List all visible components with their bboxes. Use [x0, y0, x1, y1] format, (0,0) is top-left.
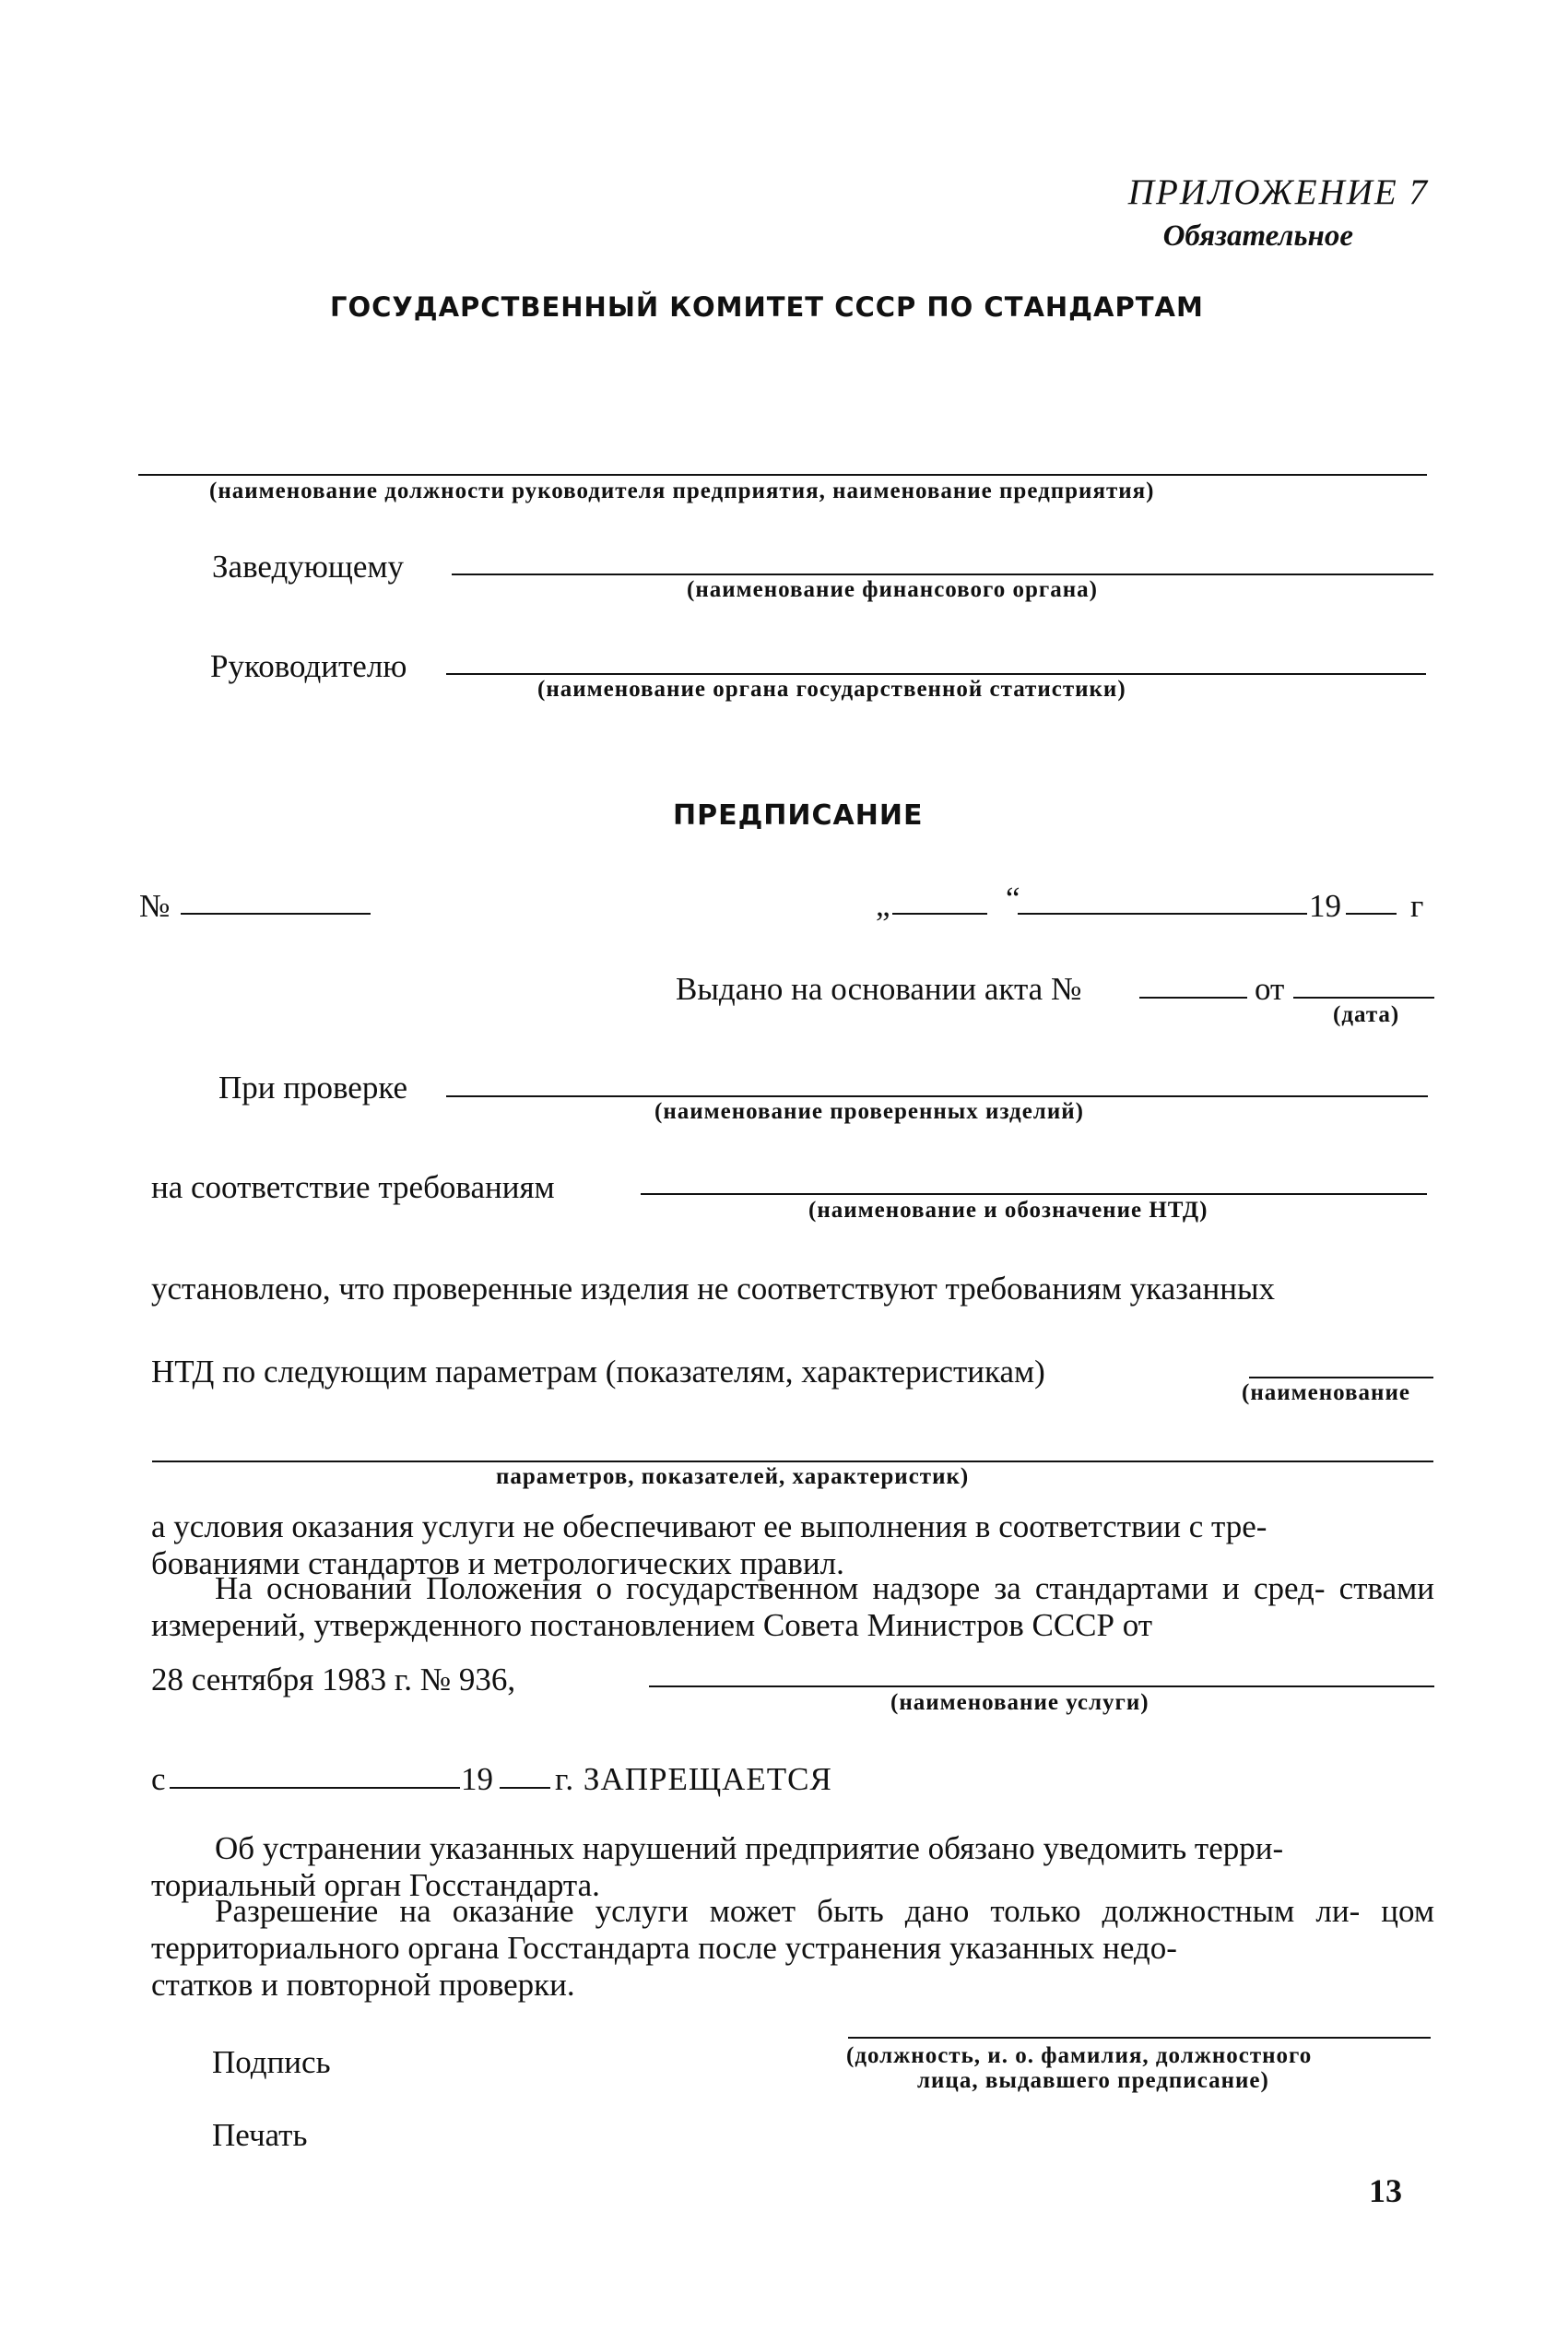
conditions-last: бованиями стандартов и метрологических правил. [151, 1545, 844, 1581]
statistics-caption: (наименование органа государственной статистики) [537, 677, 1126, 702]
conditions-main: а условия оказания услуги не обеспечивают ее выполнения в соответствии с тре- [151, 1508, 1267, 1544]
prohibit-prefix: с [151, 1761, 166, 1797]
month-line [1018, 913, 1307, 915]
seal-label: Печать [212, 2117, 308, 2153]
act-number-line [1139, 997, 1247, 999]
service-line [649, 1685, 1434, 1687]
committee-heading: ГОСУДАРСТВЕННЫЙ КОМИТЕТ СССР ПО СТАНДАРТАМ [330, 291, 1204, 323]
signature-label: Подпись [212, 2044, 331, 2080]
prohibit-year-line [500, 1787, 550, 1789]
document-title: ПРЕДПИСАНИЕ [673, 799, 924, 832]
chief-label: Руководителю [210, 648, 407, 684]
basis-paragraph [151, 1570, 1434, 1644]
products-line [446, 1095, 1428, 1097]
inspection-label: При проверке [218, 1070, 408, 1106]
statistics-line [446, 673, 1426, 675]
prohibit-text: г. ЗАПРЕЩАЕТСЯ [555, 1761, 832, 1797]
head-label: Заведующему [212, 549, 405, 585]
enterprise-caption: (наименование должности руководителя предприятия, наименование предприятия) [209, 479, 1155, 503]
params-caption-end: параметров, показателей, характеристик) [496, 1464, 970, 1489]
decree-date: 28 сентября 1983 г. № 936, [151, 1662, 516, 1697]
year-prefix: 19 [1309, 888, 1341, 924]
permit-last: статков и повторной проверки. [151, 1967, 575, 2003]
notify-last: ториальный орган Госстандарта. [151, 1867, 600, 1903]
permit-main: Разрешение на оказание услуги может быть дано только должностным ли- цом территориального органа Госстандарта после устранения указанных недо- [151, 1893, 1434, 1966]
products-caption: (наименование проверенных изделий) [654, 1099, 1084, 1124]
prohibit-date-line [170, 1787, 460, 1789]
ntd-caption: (наименование и обозначение НТД) [808, 1198, 1208, 1223]
quote-open: „ [876, 887, 890, 923]
official-caption-line2: лица, выдавшего предписание) [917, 2068, 1269, 2093]
prohibit-year: 19 [461, 1761, 493, 1797]
params-line-full [152, 1461, 1433, 1462]
finding-line1: установлено, что проверенные изделия не соответствуют требованиям указанных [151, 1271, 1276, 1307]
service-caption: (наименование услуги) [890, 1690, 1149, 1715]
year-suffix: г [1410, 888, 1424, 924]
date-caption: (дата) [1333, 1002, 1400, 1027]
act-issued-text: Выдано на основании акта № [676, 971, 1082, 1007]
compliance-label: на соответствие требованиям [151, 1169, 555, 1205]
finance-caption: (наименование финансового органа) [687, 577, 1098, 602]
appendix-label: ПРИЛОЖЕНИЕ 7 [1127, 172, 1429, 212]
number-line [181, 913, 371, 915]
number-sign: № [139, 888, 171, 924]
finding-line2: НТД по следующим параметрам (показателям, характеристикам) [151, 1354, 1045, 1390]
page-number: 13 [1369, 2172, 1402, 2209]
ntd-line [641, 1193, 1427, 1195]
act-date-line [1293, 997, 1434, 999]
notify-main: Об устранении указанных нарушений предприятие обязано уведомить терри- [215, 1830, 1284, 1866]
signature-line [848, 2037, 1431, 2039]
params-line-short [1249, 1377, 1433, 1378]
official-caption-line1: (должность, и. о. фамилия, должностного [846, 2043, 1313, 2068]
permit-paragraph [151, 1893, 1434, 2004]
params-caption-start: (наименование [1242, 1380, 1410, 1405]
act-from-text: от [1255, 971, 1285, 1007]
finance-line [452, 574, 1433, 575]
mandatory-label: Обязательное [1162, 219, 1353, 253]
quote-close: “ [1006, 881, 1020, 917]
enterprise-line [138, 474, 1427, 476]
basis-main: На основании Положения о государственном надзоре за стандартами и сред- ствами измерений, утвержденного постановлением Совета Министров СССР от [151, 1570, 1434, 1643]
day-line [892, 913, 987, 915]
year-line [1346, 913, 1397, 915]
